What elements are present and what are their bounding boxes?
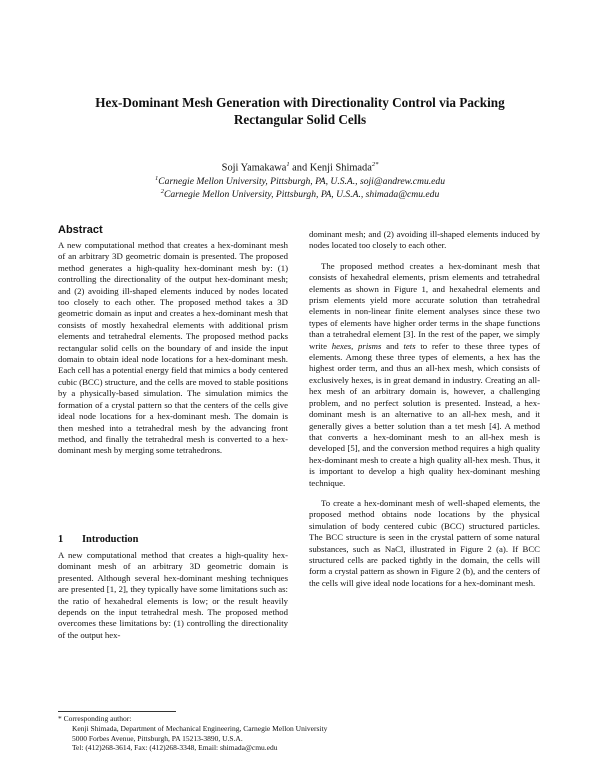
footnote-line: Kenji Shimada, Department of Mechanical Engineering, Carnegie Mellon University — [72, 723, 328, 733]
author-line — [60, 158, 540, 174]
affiliation-line — [60, 186, 540, 201]
footnote-rule — [58, 711, 176, 712]
footnote-line: 5000 Forbes Avenue, Pittsburgh, PA 15213-3890, U.S.A. — [72, 733, 243, 743]
body-paragraph: To create a hex-dominant mesh of well-shaped elements, the proposed method obtains node locations by the physical simulation of body centered cubic (BCC) structured particles. The BCC structure is seen in the crystal pattern of some natural substances, such as NaCl, illustrated in Figure 2 (a). If BCC structured cells are packed tightly in the domain, the cells will form a crystal pattern as shown in Figure 2 (b), and the centers of the cells will give ideal node locations for a hex-dominant mesh. — [309, 497, 540, 588]
term-tets: tets — [403, 340, 416, 351]
body-text: to refer to these three types of elements. Among these three types of elements, a hex has the highest order term, and thus an all-hex mesh, which consists of exclusively hexes, is in great demand in industry. Creating an all-hex mesh of an arbitrary domain is, however, a challenging problem, and no perfect solution is presented. Instead, a hex-dominant mesh is an alternative to an all-hex mesh, and it generally gives a better solution than a tet mesh [4]. A method that converts a hex-dominant mesh to an all-hex mesh is developed [5], and the conversion method requires a high quality hex-dominant mesh to create a high quality all-hex mesh. Thus, it is important to develop a high quality hex-dominant meshing technique. — [309, 340, 540, 488]
author-connector: and — [289, 162, 310, 174]
body-text: , — [351, 340, 359, 351]
footnote — [58, 714, 498, 753]
term-prisms: prisms — [358, 340, 382, 351]
right-column — [309, 229, 540, 589]
author-name: Soji Yamakawa — [221, 162, 287, 174]
affiliation-text: Carnegie Mellon University, Pittsburgh, PA, U.S.A., soji@andrew.cmu.edu — [158, 176, 445, 188]
term-hexes: hexes — [331, 340, 352, 351]
intro-paragraph: A new computational method that creates a high-quality hex-dominant mesh of an arbitrary 3D geometric domain is presented. Although several hex-dominant meshing techniques are presented [1, 2], they typically have some limitations such as: the ratio of hexahedral elements is low; or the result heavily depends on the input tetrahedral mesh. The proposed method overcomes these limitations by: (1) controlling the directionality of the output hex- — [58, 550, 288, 640]
affiliation-text: Carnegie Mellon University, Pittsburgh, PA, U.S.A., shimada@cmu.edu — [163, 189, 440, 201]
footnote-label: * Corresponding author: — [58, 714, 132, 723]
section-heading-introduction — [58, 534, 138, 545]
author-superscript: 1 — [286, 161, 290, 168]
affiliation-superscript: 2 — [160, 188, 164, 195]
author-superscript: 2* — [371, 161, 379, 168]
body-paragraph: dominant mesh; and (2) avoiding ill-shaped elements induced by nodes located too closely to each other. — [309, 229, 540, 251]
body-text: The proposed method creates a hex-dominant mesh that consists of hexahedral elements, prism elements and tetrahedral elements as shown in Figure 1, and hexahedral elements and prism elements yield more accurate solution than tetrahedral elements in non-linear finite element analyses since these two types of elements have higher order terms in the shape functions than a tetrahedral element [3]. In the rest of the paper, we simply write — [309, 260, 540, 351]
abstract-heading: Abstract — [58, 224, 103, 236]
footnote-line: Tel: (412)268-3614, Fax: (412)268-3348, Email: shimada@cmu.edu — [72, 743, 278, 753]
body-text: and — [381, 340, 404, 351]
paper-title: Hex-Dominant Mesh Generation with Directionality Control via Packing Rectangular Solid Cells — [95, 95, 505, 127]
abstract-body — [58, 240, 288, 457]
affiliation-superscript: 1 — [155, 175, 159, 182]
body-paragraph — [309, 261, 540, 489]
author-name: Kenji Shimada — [309, 162, 372, 174]
introduction-body-left — [58, 550, 288, 641]
section-number: 1 — [58, 534, 64, 545]
section-title: Introduction — [82, 534, 139, 545]
abstract-paragraph: A new computational method that creates a hex-dominant mesh of an arbitrary 3D geometric domain is presented. The proposed method generates a high-quality hex-dominant mesh by: (1) controlling the directionality of the output hex-dominant mesh; and (2) avoiding ill-shaped elements induced by nodes located too closely to each other. The proposed method takes a 3D geometric domain as input and creates a hex-dominant mesh that consists of mostly hexahedral elements with additional prism elements and tetrahedral elements. The proposed method packs rectangular solid cells on the boundary of and inside the input domain to obtain ideal node locations for a hex-dominant mesh. Each cell has a potential energy field that mimics a body centered cubic (BCC) structure, and the cells are moved to stable positions by a physically-based simulation. The simulation mimics the formation of a crystal pattern so that the centers of the cells give ideal node locations for a hex-dominant mesh. The domain is then meshed into a tetrahedral mesh by the advancing front method, and finally the tetrahedral mesh is converted to a hex-dominant mesh by merging some tetrahedrons. — [58, 240, 288, 456]
